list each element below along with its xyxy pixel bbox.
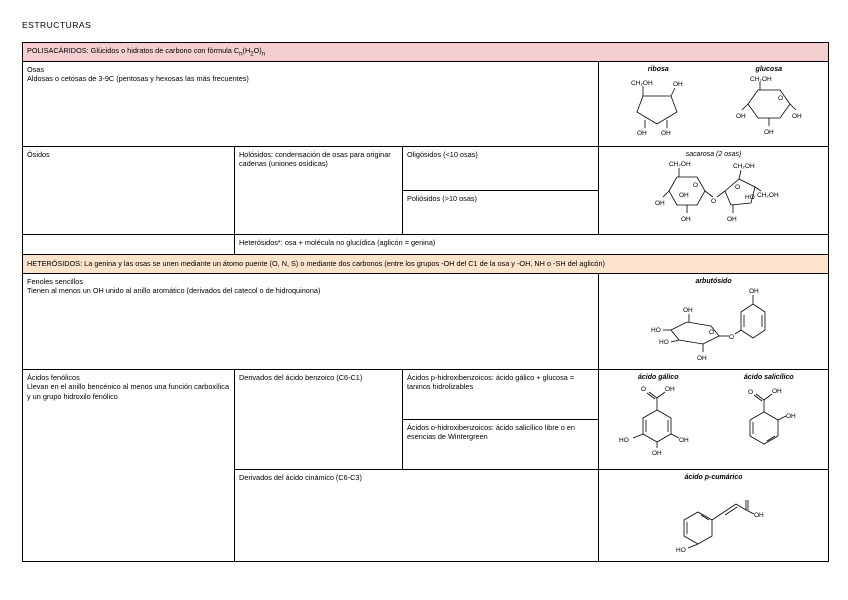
o-hidroxi-cell: Ácidos o-hidroxibenzoicos: ácido salicílico libre o en esencias de Wintergreen: [403, 420, 599, 470]
sacarosa-ring-o-2: O: [734, 184, 740, 192]
osas-structures: [599, 62, 829, 147]
structures-table: [22, 42, 829, 562]
page-title: ESTRUCTURAS: [22, 20, 92, 30]
acidos-title: Ácidos fenólicos: [27, 373, 80, 382]
sacarosa-ring-o-1: O: [692, 182, 698, 190]
arbutosido-cell: [599, 274, 829, 370]
polisacaridos-text: Glúcidos o hidratos de carbono con fórmula C: [90, 45, 240, 55]
salicilico-cooh-oh: OH: [771, 388, 782, 396]
sacarosa-oh-3: OH: [680, 216, 691, 224]
galico-label: ácido gálico: [638, 374, 679, 381]
glucosa-ring-o: O: [777, 95, 783, 103]
arbutosido-label: arbutósido: [695, 278, 732, 285]
glucosa-structure: [734, 74, 804, 136]
cumarico-cell: [599, 470, 829, 562]
sacarosa-label: sacarosa (2 osas): [685, 151, 742, 158]
sacarosa-ch2oh-2: CH₂OH: [732, 163, 755, 171]
cumarico-ho: HO: [675, 547, 686, 555]
arbutosido-ho-2: HO: [658, 339, 669, 347]
sacarosa-ch2oh-3: CH₂OH: [756, 192, 779, 200]
ribosa-oh-1: OH: [637, 130, 647, 138]
galico-oh-bottom: OH: [652, 450, 662, 458]
salicilico-oh: OH: [785, 413, 796, 421]
sacarosa-oh-4: OH: [726, 216, 737, 224]
glucosa-label: glucosa: [755, 66, 782, 73]
osas-title: Osas: [27, 65, 45, 74]
ribosa-structure: [623, 74, 693, 136]
arbutosido-bridge-o: O: [728, 334, 734, 342]
benzoicos-structures: [599, 370, 829, 470]
formula-sub-2: 2: [250, 50, 254, 58]
arbutosido-oh-bottom: OH: [696, 355, 707, 363]
benzoico-cell: Derivados del ácido benzoico (C6-C1): [235, 370, 403, 470]
heterosidos-header: [23, 255, 829, 274]
glucosa-ch2oh: CH₂OH: [749, 76, 772, 84]
arbutosido-ho-1: HO: [650, 327, 661, 335]
sacarosa-ho: HO: [744, 194, 755, 202]
osidos-cell: [23, 147, 235, 235]
poliosidos-cell: Poliósidos (>10 osas): [403, 191, 599, 235]
acidos-row-1: [23, 370, 829, 420]
ribosa-label: ribosa: [647, 66, 669, 73]
arbutosido-oh-phenol: OH: [748, 288, 759, 296]
galico-ho-left: HO: [619, 437, 629, 445]
heterosidos-label: HETERÓSIDOS:: [27, 259, 83, 269]
formula-h: (H: [242, 45, 251, 55]
oligosidos-cell: Oligósidos (<10 osas): [403, 147, 599, 191]
galico-cooh-oh: OH: [665, 386, 675, 394]
arbutosido-structure: [649, 286, 779, 362]
glucosa-oh-right: OH: [791, 113, 802, 121]
glucosa-oh-left: OH: [735, 113, 746, 121]
galico-structure: [613, 382, 703, 458]
acidos-desc: Llevan en el anillo bencénico al menos una función carboxílica y un grupo hidroxilo fenólico: [27, 382, 230, 401]
polisacaridos-label: POLISACÁRIDOS:: [27, 45, 89, 55]
sacarosa-ch2oh-1: CH₂OH: [668, 161, 691, 169]
sacarosa-oh-1: OH: [654, 200, 665, 208]
sacarosa-cell: [599, 147, 829, 235]
osidos-spacer: [23, 235, 235, 255]
glucosa-oh-bottom: OH: [763, 129, 774, 137]
acidos-cell: [23, 370, 235, 562]
heterosidos-row: [23, 235, 829, 255]
heterosidos-header-row: [23, 255, 829, 274]
fenoles-row: [23, 274, 829, 370]
osas-desc: Aldosas o cetosas de 3-9C (pentosas y hexosas las más frecuentes): [27, 74, 249, 84]
osidos-row-1: [23, 147, 829, 191]
ribosa-oh-top: OH: [673, 81, 683, 89]
heterosidos-cell: Heterósidos*: osa + molécula no glucídica (aglicón = genina): [235, 235, 829, 255]
ribosa-ch2oh: CH₂OH: [631, 80, 653, 88]
formula-sub-n2: n: [261, 50, 266, 58]
arbutosido-oh-top: OH: [682, 307, 693, 315]
formula-sub-n1: n: [239, 50, 243, 58]
cumarico-label: ácido p-cumárico: [684, 474, 743, 481]
cinamico-cell: Derivados del ácido cinámico (C6-C3): [235, 470, 599, 562]
polisacaridos-header-row: [23, 43, 829, 62]
osas-cell: [23, 62, 599, 147]
salicilico-structure: [724, 382, 814, 458]
salicilico-label: ácido salicílico: [743, 374, 794, 381]
polisacaridos-header: [23, 43, 829, 62]
fenoles-cell: [23, 274, 599, 370]
cumarico-structure: [654, 482, 774, 554]
osidos-title: Ósidos: [27, 150, 50, 159]
salicilico-carbonyl-o: O: [747, 389, 753, 397]
sacarosa-oh-2: OH: [678, 192, 689, 200]
sacarosa-structure: [649, 159, 779, 225]
fenoles-title: Fenoles sencillos: [27, 277, 83, 286]
sacarosa-bridge-o: O: [710, 198, 716, 206]
formula-o: O): [253, 45, 262, 55]
holosidos-cell: Holósidos: condensación de osas para originar cadenas (uniones osídicas): [235, 147, 403, 235]
heterosidos-text: La genina y las osas se unen mediante un átomo puente (O, N, S) o mediante dos carbonos (entre los grupos -OH del C1 de la osa y -OH, NH o -SH del aglicón): [84, 259, 605, 269]
galico-oh-right: OH: [679, 437, 689, 445]
fenoles-desc: Tienen al menos un OH unido al anillo aromático (derivados del catecol o de hidroquinona): [27, 286, 321, 296]
osas-row: [23, 62, 829, 147]
cumarico-oh: OH: [753, 512, 764, 520]
ribosa-oh-2: OH: [661, 130, 671, 138]
arbutosido-ring-o: O: [708, 329, 714, 337]
galico-carbonyl-o: O: [641, 386, 647, 394]
p-hidroxi-cell: Ácidos p-hidroxibenzoicos: ácido gálico + glucosa = taninos hidrolizables: [403, 370, 599, 420]
